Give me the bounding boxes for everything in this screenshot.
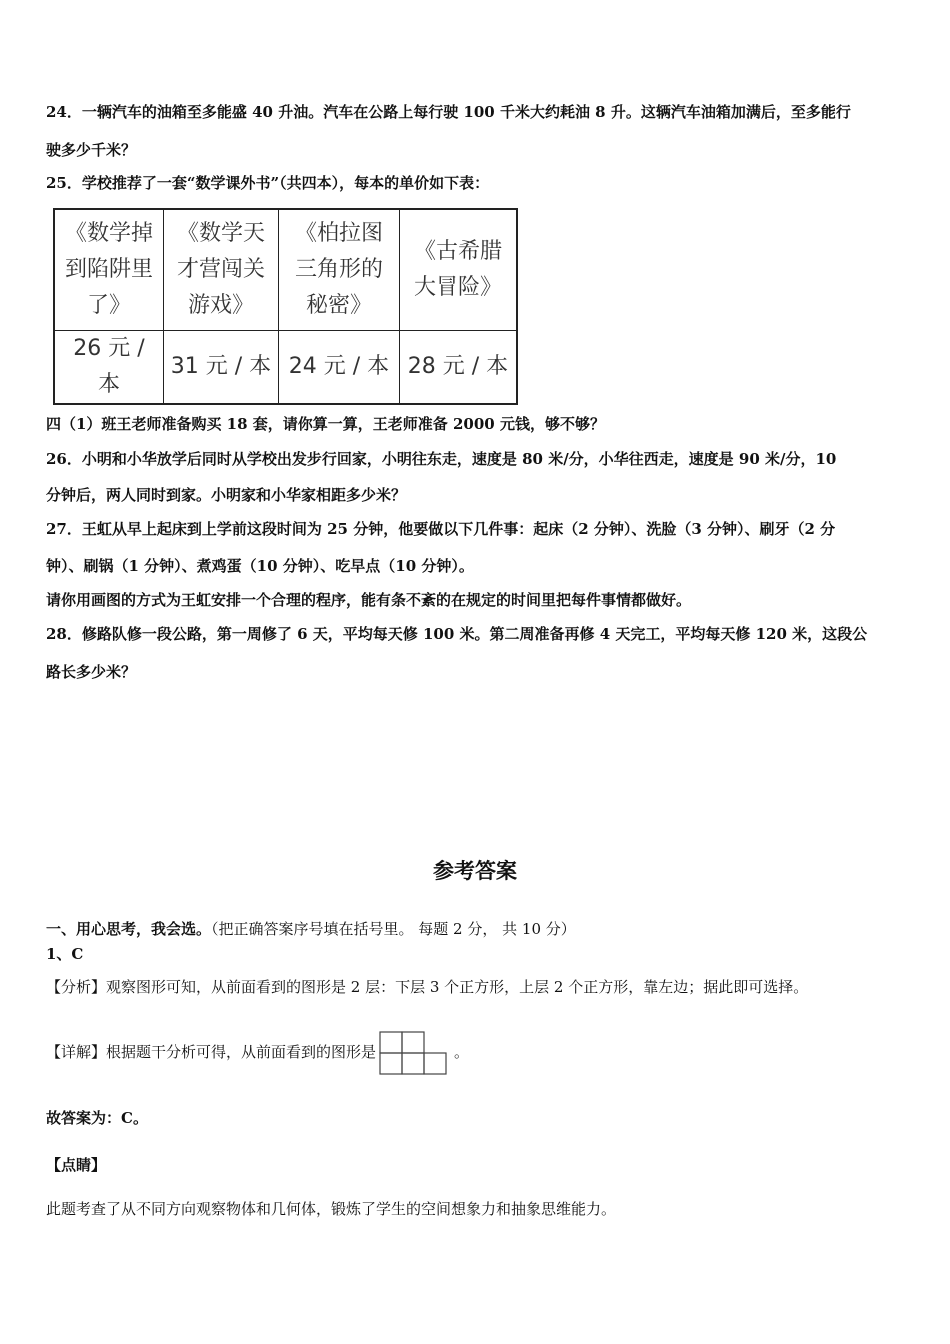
answer-1-comment-label: 【点睛】 [46, 1156, 107, 1174]
answer-1-detail-suffix: 。 [454, 1043, 470, 1061]
answer-1-detail-prefix: 【详解】根据题干分析可得，从前面看到的图形是 [46, 1043, 377, 1061]
question-27-line-3: 请你用画图的方式为王虹安排一个合理的程序，能有条不紊的在规定的时间里把每件事情都做好。 [46, 591, 692, 609]
figure-square [424, 1053, 446, 1074]
book-title-line: 大冒险》 [413, 275, 502, 300]
book-title-cell [54, 209, 164, 331]
book-title-line: 到陷阱里 [64, 257, 153, 282]
section-1-title: 一、用心思考，我会选。 [46, 920, 212, 938]
book-title-line: 《古希腊 [413, 239, 502, 264]
question-27-line-1: 27．王虹从早上起床到上学前这段时间为 25 分钟，他要做以下几件事：起床（2 分钟）、洗脸（3 分钟）、刷牙（2 分 [46, 520, 836, 538]
book-title-line: 才营闯关 [176, 257, 265, 282]
answer-heading: 参考答案 [433, 859, 517, 883]
figure-square [380, 1032, 402, 1053]
answer-1-conclusion: 故答案为：C。 [46, 1109, 148, 1127]
question-28-line-2: 路长多少米？ [46, 663, 137, 681]
question-24-line-1: 24．一辆汽车的油箱至多能盛 40 升油。汽车在公路上每行驶 100 千米大约耗油 8 升。这辆汽车油箱加满后，至多能行 [46, 103, 851, 121]
book-title-cell [164, 209, 279, 331]
book-price-cell: 28 元 / 本 [400, 331, 518, 405]
question-28-line-1: 28．修路队修一段公路，第一周修了 6 天，平均每天修 100 米。第二周准备再修 4 天完工，平均每天修 120 米，这段公 [46, 625, 868, 643]
question-25-line-2: 四（1）班王老师准备购买 18 套，请你算一算，王老师准备 2000 元钱，够不够？ [46, 415, 605, 433]
answer-1-detail [46, 1030, 469, 1076]
question-26-line-2: 分钟后，两人同时到家。小明家和小华家相距多少米？ [46, 486, 407, 504]
book-title-line: 三角形的 [294, 257, 383, 282]
answer-1-analysis: 【分析】观察图形可知，从前面看到的图形是 2 层：下层 3 个正方形，上层 2 个正方形，靠左边；据此即可选择。 [46, 978, 809, 996]
book-title-line: 秘密》 [305, 293, 372, 318]
answer-1-comment: 此题考查了从不同方向观察物体和几何体，锻炼了学生的空间想象力和抽象思维能力。 [46, 1200, 617, 1218]
book-title-line: 游戏》 [187, 293, 254, 318]
book-price-row [54, 331, 517, 405]
figure-square [402, 1032, 424, 1053]
book-title-cell [279, 209, 400, 331]
figure-square [402, 1053, 424, 1074]
book-title-line: 《柏拉图 [294, 221, 383, 246]
book-price-cell: 26 元 / 本 [54, 331, 164, 405]
book-price-cell: 31 元 / 本 [164, 331, 279, 405]
question-25-line-1: 25．学校推荐了一套“数学课外书”（共四本），每本的单价如下表： [46, 174, 490, 192]
question-26-line-1: 26．小明和小华放学后同时从学校出发步行回家，小明往东走，速度是 80 米/分，小华往西走，速度是 90 米/分，10 [46, 450, 837, 468]
front-view-figure [378, 1030, 448, 1076]
section-1-note: （把正确答案序号填在括号里。 每题 2 分， 共 10 分） [211, 920, 576, 938]
question-27-line-2: 钟）、刷锅（1 分钟）、煮鸡蛋（10 分钟）、吃早点（10 分钟）。 [46, 557, 474, 575]
question-24-line-2: 驶多少千米？ [46, 141, 137, 159]
book-title-line: 《数学掉 [64, 221, 153, 246]
book-title-cell [400, 209, 518, 331]
section-1-header [46, 918, 576, 939]
book-title-line: 了》 [86, 293, 131, 318]
book-price-cell: 24 元 / 本 [279, 331, 400, 405]
book-price-table [53, 208, 518, 405]
answer-1-label: 1、C [46, 945, 84, 963]
figure-square [380, 1053, 402, 1074]
book-title-line: 《数学天 [176, 221, 265, 246]
book-title-row [54, 209, 517, 331]
